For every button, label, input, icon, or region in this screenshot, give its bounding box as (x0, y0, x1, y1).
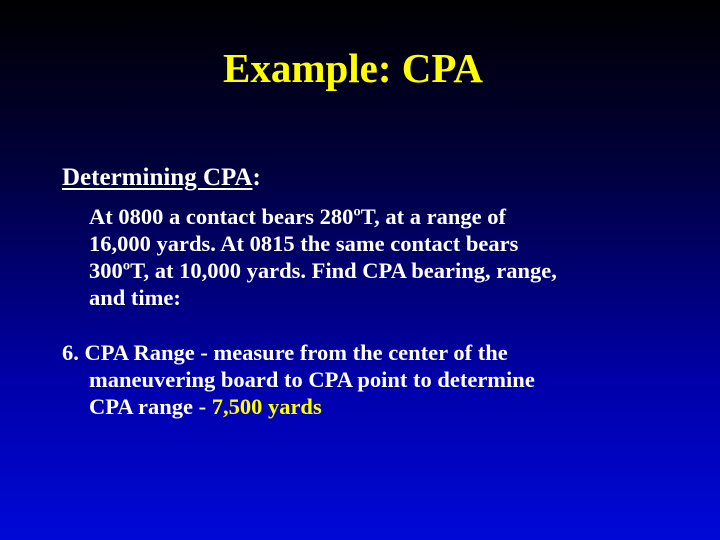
step-line: 6. CPA Range - measure from the center of the (62, 340, 508, 365)
problem-line: 16,000 yards. At 0815 the same contact bears (89, 231, 519, 256)
slide-title: Example: CPA (222, 45, 483, 91)
problem-line: and time: (89, 285, 181, 310)
step-six (62, 339, 702, 420)
problem-line: At 0800 a contact bears 280ºT, at a range of (89, 204, 506, 229)
step-line-answer (62, 393, 702, 420)
problem-line: 300ºT, at 10,000 yards. Find CPA bearing, range, (89, 258, 557, 283)
cpa-range-answer: 7,500 yards (211, 394, 322, 419)
section-heading-colon: : (252, 164, 261, 191)
section-heading-text: Determining CPA (62, 164, 253, 191)
step-line: maneuvering board to CPA point to determine (89, 367, 535, 392)
section-heading (62, 164, 261, 192)
step-line-prefix: CPA range - (89, 394, 212, 419)
problem-statement (89, 203, 709, 311)
